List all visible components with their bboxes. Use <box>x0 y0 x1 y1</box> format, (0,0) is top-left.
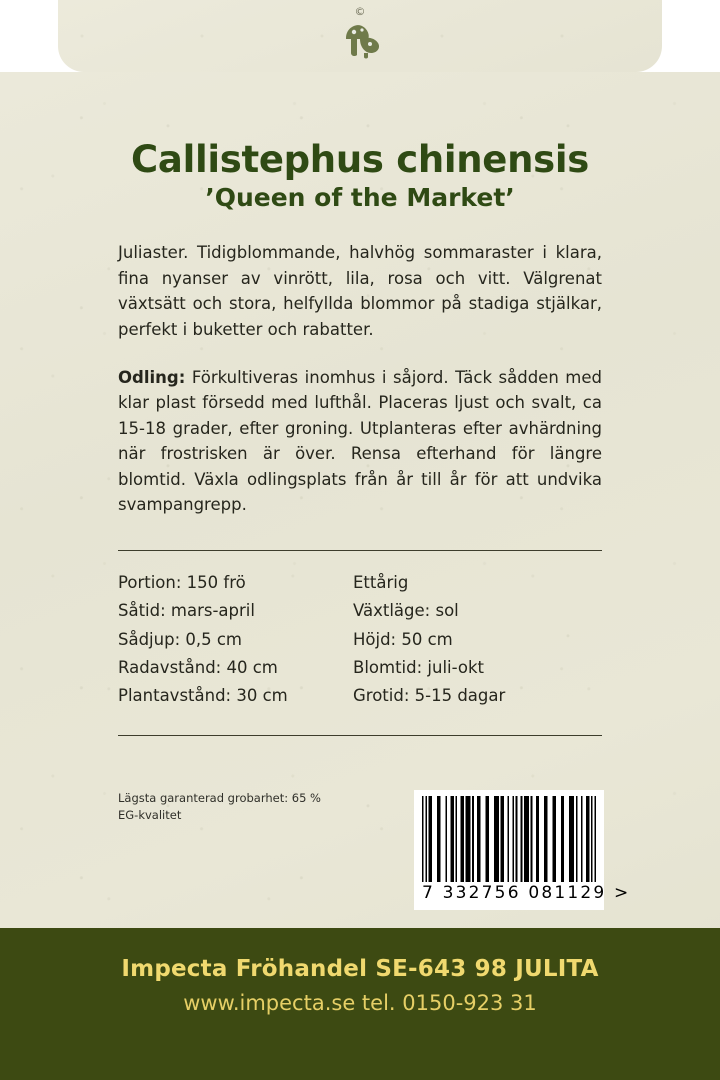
divider-top <box>118 550 602 551</box>
company-name: Impecta Fröhandel SE-643 98 JULITA <box>121 956 599 982</box>
fact-item: Plantavstånd: 30 cm <box>118 686 288 706</box>
quality-standard: EG-kvalitet <box>118 808 182 823</box>
fact-item: Portion: 150 frö <box>118 572 246 592</box>
fact-item: Radavstånd: 40 cm <box>118 658 278 678</box>
germination-rate: Lägsta garanterad grobarhet: 65 % <box>118 791 321 805</box>
fact-item: Såtid: mars-april <box>118 601 255 621</box>
growing-label: Odling: <box>118 367 186 387</box>
copyright-symbol: © <box>354 5 366 18</box>
quality-fineprint <box>118 790 398 825</box>
brand-logo <box>0 6 720 63</box>
impecta-mushroom-logo <box>337 18 383 63</box>
barcode <box>414 790 631 910</box>
barcode-number <box>422 883 631 903</box>
growing-text: Förkultiveras inomhus i såjord. Täck sådden med klar plast försedd med lufthål. Placeras ljust och svalt, ca 15-18 grader, efter groning. Utplanteras efter avhärdning när frostrisken är över. Rensa efterhand för längre blomtid. Växla odlingsplats från år till år för att undvika svampangrepp. <box>118 367 602 515</box>
growing-instructions <box>118 365 602 518</box>
divider-bottom <box>118 735 602 736</box>
barcode-bars <box>422 796 596 882</box>
fact-item: Grotid: 5-15 dagar <box>353 686 506 706</box>
fact-item: Sådjup: 0,5 cm <box>118 629 243 649</box>
plant-variety-name: ’Queen of the Market’ <box>205 182 515 212</box>
fact-item: Ettårig <box>353 572 409 592</box>
facts-column-left <box>118 569 353 711</box>
facts-table <box>118 569 602 711</box>
barcode-suffix: > <box>614 883 631 903</box>
facts-column-right <box>353 569 598 711</box>
plant-description: Juliaster. Tidigblommande, halvhög sommaraster i klara, fina nyanser av vinrött, lila, rosa och vitt. Välgrenat växtsätt och stora, helfyllda blommor på stadiga stjälkar, perfekt i buketter och rabatter. <box>118 243 602 340</box>
fact-item: Växtläge: sol <box>353 601 459 621</box>
plant-latin-name: Callistephus chinensis <box>131 138 589 181</box>
barcode-digits-text: 7 332756 081129 <box>422 883 607 903</box>
packet-content <box>118 140 602 736</box>
company-contact[interactable]: www.impecta.se tel. 0150-923 31 <box>183 991 537 1015</box>
fact-item: Blomtid: juli-okt <box>353 658 484 678</box>
footer <box>0 928 720 1080</box>
fact-item: Höjd: 50 cm <box>353 629 453 649</box>
